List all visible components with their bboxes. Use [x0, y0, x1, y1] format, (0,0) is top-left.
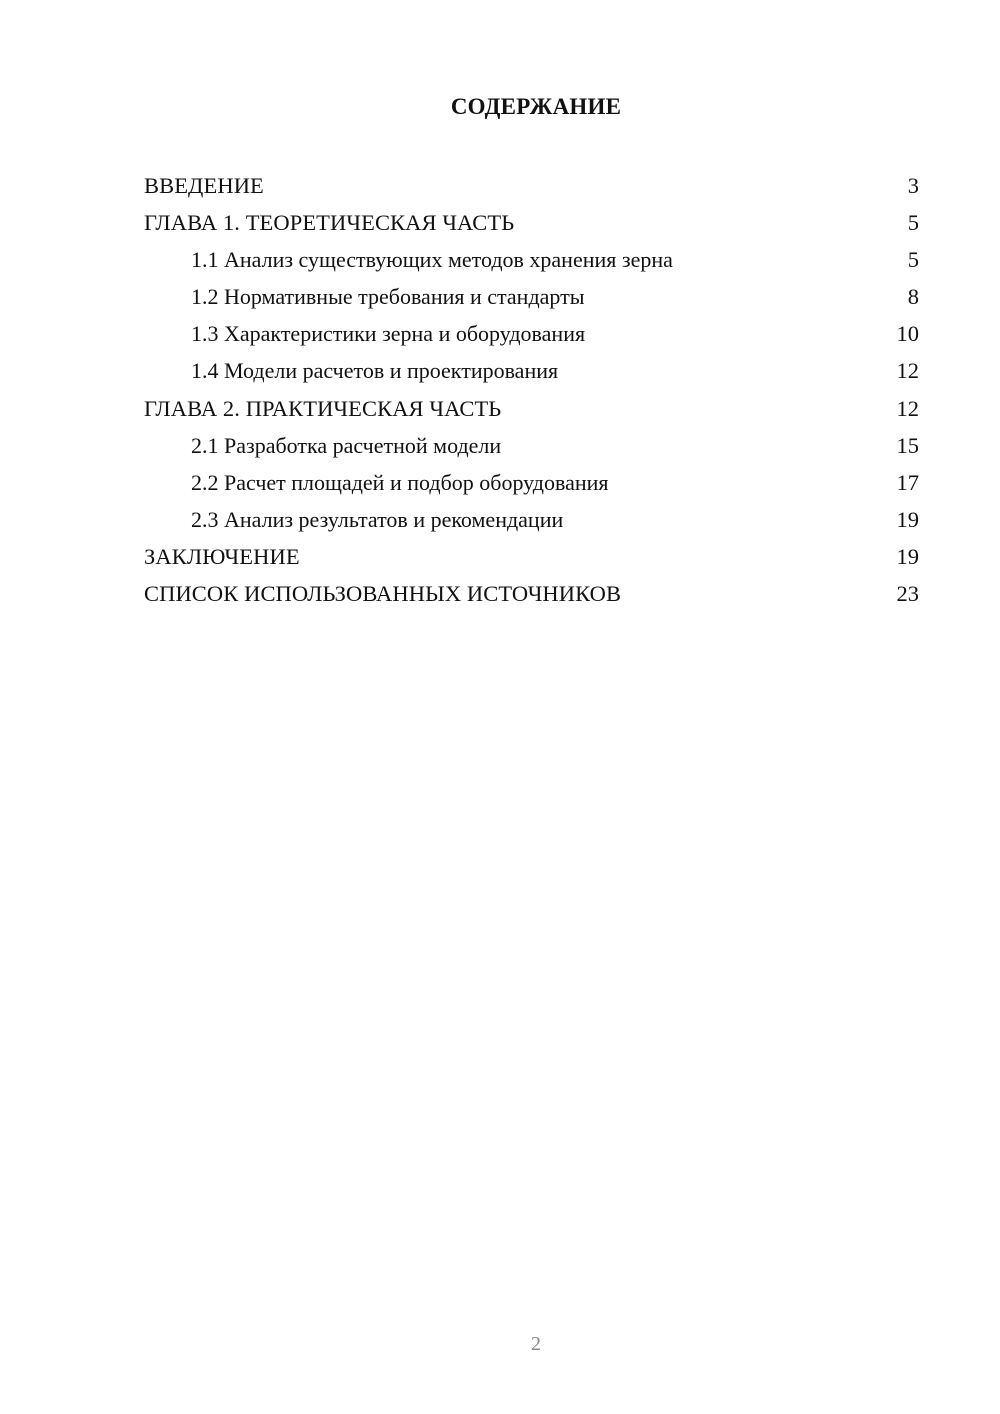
toc-entry-label: 2.2 Расчет площадей и подбор оборудования	[191, 469, 609, 495]
toc-entry-section-1-3[interactable]	[144, 315, 919, 352]
page-title: СОДЕРЖАНИЕ	[450, 94, 622, 119]
toc-entry-label: 2.1 Разработка расчетной модели	[191, 432, 502, 458]
toc-entry-label: 1.4 Модели расчетов и проектирования	[191, 358, 559, 384]
toc-entry-page: 10	[896, 321, 919, 347]
toc-entry-label: ЗАКЛЮЧЕНИЕ	[144, 543, 300, 569]
toc-entry-page: 12	[896, 395, 919, 421]
toc-entry-page: 5	[907, 247, 919, 273]
toc-entry-page: 5	[907, 210, 919, 236]
toc-entry-page: 17	[896, 469, 919, 495]
toc-entry-chapter-1[interactable]	[144, 204, 919, 241]
toc-entry-page: 19	[896, 543, 919, 569]
toc-entry-page: 15	[896, 432, 919, 458]
toc-entry-page: 3	[907, 173, 919, 198]
toc-entry-label: СПИСОК ИСПОЛЬЗОВАННЫХ ИСТОЧНИКОВ	[144, 581, 622, 607]
toc-entry-section-1-2[interactable]	[144, 278, 919, 315]
toc-entry-section-2-1[interactable]	[144, 427, 919, 464]
toc-entry-section-2-2[interactable]	[144, 464, 919, 501]
toc-entry-page: 12	[896, 358, 919, 384]
toc-entry-introduction[interactable]	[144, 167, 919, 204]
toc-entry-references[interactable]	[144, 575, 919, 612]
toc-entry-label: ГЛАВА 2. ПРАКТИЧЕСКАЯ ЧАСТЬ	[144, 395, 502, 421]
toc-entry-section-1-1[interactable]	[144, 241, 919, 278]
toc-entry-label: 1.2 Нормативные требования и стандарты	[191, 284, 585, 310]
toc-entry-page: 8	[907, 284, 919, 310]
toc-entry-chapter-2[interactable]	[144, 390, 919, 427]
toc-entry-label: ВВЕДЕНИЕ	[144, 173, 264, 198]
toc-entry-section-2-3[interactable]	[144, 501, 919, 538]
toc-entry-label: 1.1 Анализ существующих методов хранения зерна	[191, 247, 673, 273]
toc-entry-page: 19	[896, 506, 919, 532]
toc-entry-page: 23	[896, 581, 919, 607]
toc-entry-label: 2.3 Анализ результатов и рекомендации	[191, 506, 564, 532]
page-number: 2	[531, 1333, 541, 1355]
toc-entry-label: 1.3 Характеристики зерна и оборудования	[191, 321, 586, 347]
table-of-contents	[144, 167, 919, 612]
toc-entry-label: ГЛАВА 1. ТЕОРЕТИЧЕСКАЯ ЧАСТЬ	[144, 210, 515, 236]
toc-entry-section-1-4[interactable]	[144, 352, 919, 389]
toc-entry-conclusion[interactable]	[144, 538, 919, 575]
